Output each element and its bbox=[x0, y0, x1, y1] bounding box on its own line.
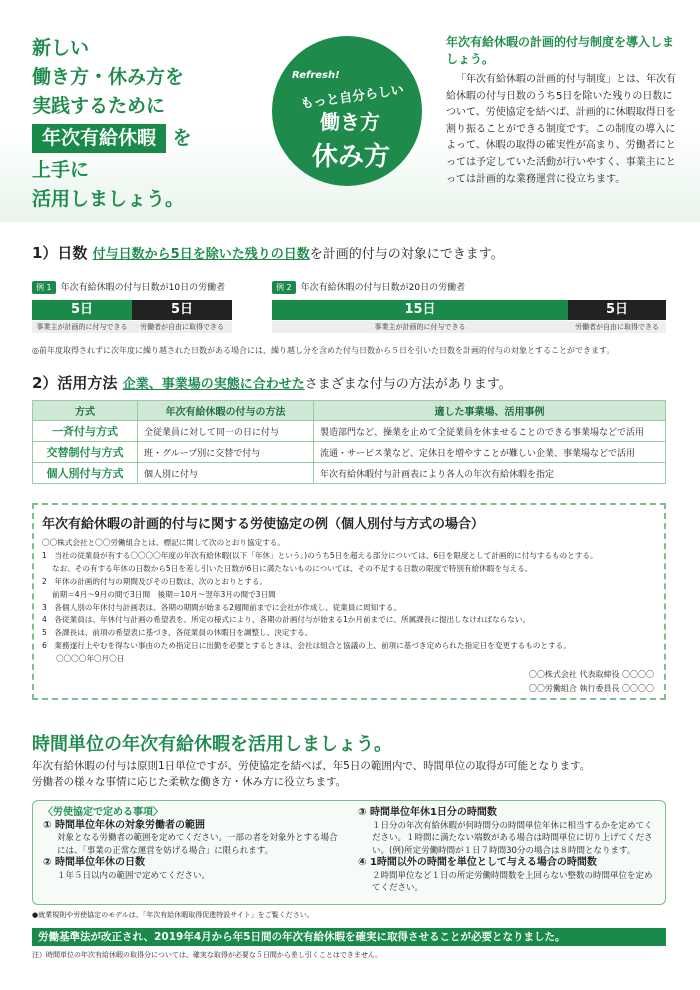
footnote: 注）時間単位の年次有給休暇の取得分については、確実な取得が必要な５日間から差し引くことはできません。 bbox=[32, 951, 383, 959]
agreement-body: 〇〇株式会社と〇〇労働組合とは、標記に関して次のとおり協定する。 1 当社の従業員が有する〇〇〇〇年度の年次有給休暇(以下「年休」という。)のうち5日を超える部分については、6日を限度として計画的に付与するものとする。 なお、その有する年休の日数から5日を差し引いた日数が6日に満たないものについては、その不足する日数の限度で特別有給休暇を与える。 2 年休の計画的付与の期間及びその日数は、次のとおりとする。 前期＝4月～9月の間で3日間 後期＝10月～翌年3月の間で3日間 3 各個人別の年休付与計画表は、各期の期間が始まる2週間前までに会社が作成し、従業員に周知する。 4 各従業員は、年休付与計画の希望表を、所定の様式により、各期の計画付与が始まる1か月前までに、所属課長に提出しなければならない。 5 各課長は、前項の希望表に基づき、各従業員の休暇日を調整し、決定する。 6 業務遂行上やむを得ない事由のため指定日に出勤を必要とするときは、会社は組合と協議の上、前項に基づき定められた指定日を変更するものとする。 〇〇〇〇年〇月〇日 bbox=[42, 538, 598, 664]
intro-title: 年次有給休暇の計画的付与制度を導入しましょう。 bbox=[446, 35, 675, 66]
agreement-title: 年次有給休暇の計画的付与に関する労使協定の例（個人別付与方式の場合） bbox=[42, 517, 485, 532]
carryover-note: ◎前年度取得されずに次年度に繰り越された日数がある場合には、繰り越し分を含めた付与日数から５日を引いた日数を計画的付与の対象とすることができます。 bbox=[32, 346, 615, 355]
table-row: 一斉付与方式 全従業員に対して同一の日に付与 製造部門など、操業を止めて全従業員を休ませることのできる事業場などで活用 bbox=[33, 421, 666, 442]
ex1-bar-planned: 5日 bbox=[32, 300, 132, 320]
hourly-leave-body: 年次有給休暇の付与は原則1日単位ですが、労使協定を結べば、年5日の範囲内で、時間単位の取得が可能となります。 労働者の様々な事情に応じた柔軟な働き方・休み方に役立ちます。 bbox=[32, 760, 591, 788]
ex2-bar-free: 5日 bbox=[568, 300, 666, 320]
headline: 新しい 働き方・休み方を 実践するために 年次有給休暇 を 上手に 活用しましょう。 bbox=[32, 37, 192, 210]
section-days-title: 1）日数 付与日数から5日を除いた残りの日数を計画的付与の対象にできます。 bbox=[32, 244, 504, 262]
example-2-label: 例 2 年次有給休暇の付与日数が20日の労働者 bbox=[272, 280, 465, 294]
section-methods-title: 2）活用方法 企業、事業場の実態に合わせたさまざまな付与の方法があります。 bbox=[32, 374, 512, 392]
model-note: ●就業規則や労使協定のモデルは、「年次有給休暇取得促進特設サイト」をご覧ください。 bbox=[32, 911, 314, 919]
agreement-example: 年次有給休暇の計画的付与に関する労使協定の例（個人別付与方式の場合） 〇〇株式会社と〇〇労働組合とは、標記に関して次のとおり協定する。 1 当社の従業員が有する〇〇〇〇年度の年次有給休暇(以下「年休」という。)のうち5日を超える部分については、6日を限度として計画的に付与するものとする。 なお、その有する年休の日数から5日を差し引いた日数が6日に満たないものについては、その不足する日数の限度で特別有給休暇を与える。 2 年休の計画的付与の期間及びその日数は、次のとおりとする。 前期＝4月～9月の間で3日間 後期＝10月～翌年3月の間で3日間 3 各個人別の年休付与計画表は、各期の期間が始まる2週間前までに会社が作成し、従業員に周知する。 4 各従業員は、年休付与計画の希望表を、所定の様式により、各期の計画付与が始まる1か月前までに、所属課長に提出しなければならない。 5 各課長は、前項の希望表に基づき、各従業員の休暇日を調整し、決定する。 6 業務遂行上やむを得ない事由のため指定日に出勤を必要とするときは、会社は組合と協議の上、前項に基づき定められた指定日を変更するものとする。 〇〇〇〇年〇月〇日 〇〇株式会社 代表取締役 〇〇〇〇 〇〇労働組合 執行委員長 〇〇〇〇 bbox=[32, 503, 666, 700]
ex1-bar-free: 5日 bbox=[132, 300, 232, 320]
ex2-bar-planned: 15日 bbox=[272, 300, 568, 320]
refresh-logo: Refresh! もっと自分らしい 働き方 休み方 bbox=[272, 36, 422, 186]
table-row: 交替制付与方式 班・グループ別に交替で付与 流通・サービス業など、定休日を増やすことが難しい企業、事業場などで活用 bbox=[33, 442, 666, 463]
table-row: 個人別付与方式 個人別に付与 年次有給休暇付与計画表により各人の年次有給休暇を指定 bbox=[33, 463, 666, 484]
law-revision-band: 労働基準法が改正され、2019年4月から年5日間の年次有給休暇を確実に取得させることが必要となりました。 bbox=[32, 928, 666, 946]
header bbox=[0, 0, 700, 222]
agreement-items-box: 〈労使協定で定める事項〉 ① 時間単位年休の対象労働者の範囲 対象となる労働者の範囲を定めてください。一部の者を対象外とする場合には、「事業の正常な運営を妨げる場合」に限られます。 ② 時間単位年休の日数 １年５日以内の範囲で定めてください。 ③ 時間単位年休1日分の時間数 １日分の年次有給休暇が何時間分の時間単位年休に相当するかを定めてください。１時間に満たない端数がある場合は時間単位に切り上げてください。(例)所定労働時間が１日７時間30分の場合は８時間となります。 ④ 1時間以外の時間を単位として与える場合の時間数 ２時間単位など１日の所定労働時間数を上回らない整数の時間単位を定めてください。 bbox=[32, 800, 666, 905]
intro-body: 「年次有給休暇の計画的付与制度」とは、年次有給休暇の付与日数のうち5日を除いた残りの日数について、労使協定を結べば、計画的に休暇取得日を割り振ることができる制度です。この制度の導入によって、休暇の取得の確実性が高まり、労働者にとっては予定していた活動が行いやすく、事業主にとっては計画的な業務運営に役立ちます。 bbox=[446, 74, 676, 185]
hourly-leave-title: 時間単位の年次有給休暇を活用しましょう。 bbox=[32, 734, 392, 755]
example-1-label: 例 1 年次有給休暇の付与日数が10日の労働者 bbox=[32, 280, 225, 294]
methods-table: 方式 年次有給休暇の付与の方法 適した事業場、活用事例 一斉付与方式 全従業員に対して同一の日に付与 製造部門など、操業を止めて全従業員を休ませることのできる事業場などで活用 交替制付与方式 班・グループ別に交替で付与 流通・サービス業など、定休日を増やすことが難しい企業、事業場などで活用 個人別付与方式 個人別に付与 年次有給休暇付与計画表により各人の年次有給休暇を指定 bbox=[32, 400, 666, 484]
headline-boxed: 年次有給休暇 bbox=[32, 124, 166, 153]
